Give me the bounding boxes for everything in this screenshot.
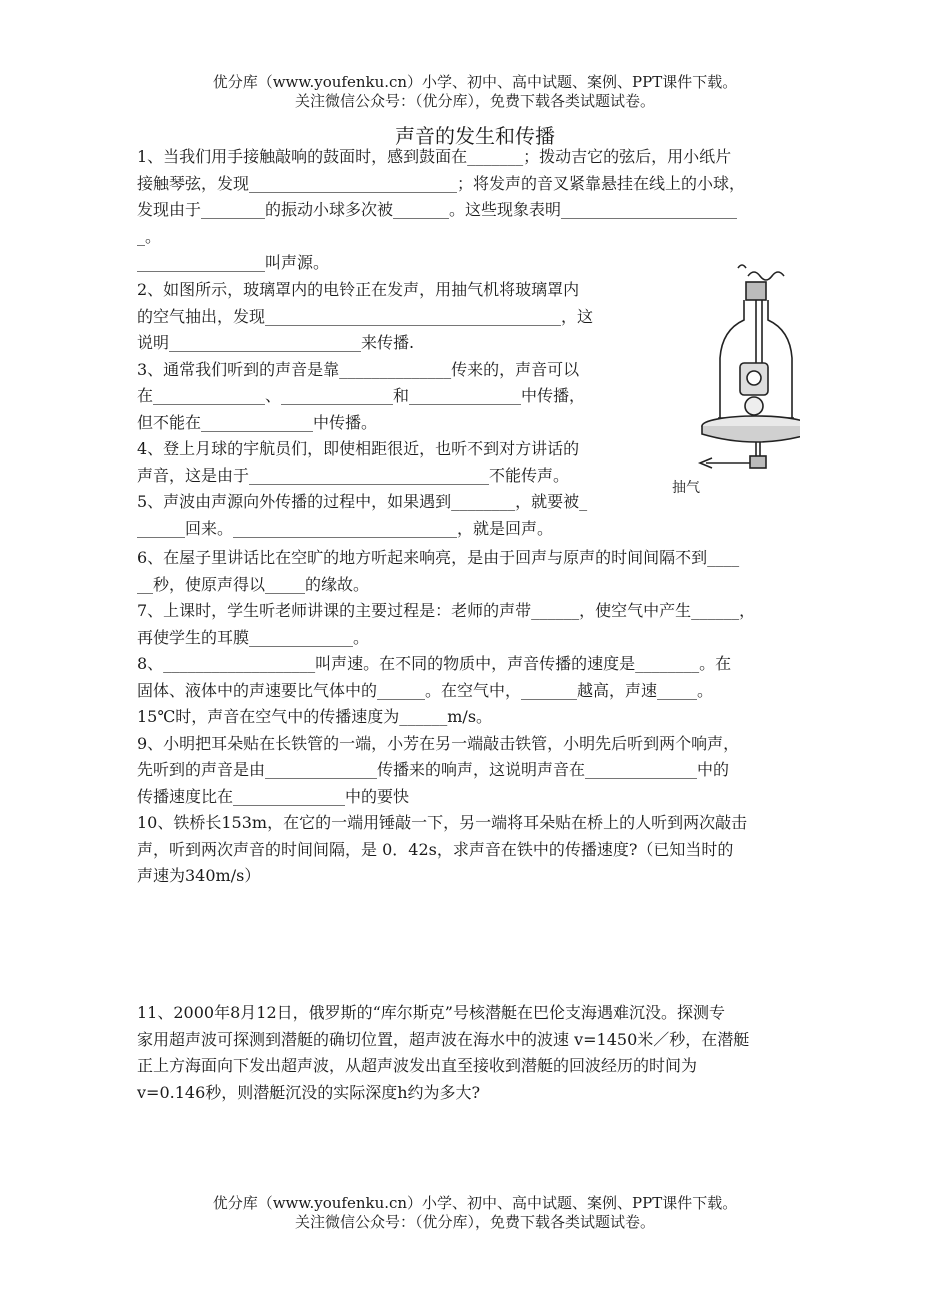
text-line: 家用超声波可探测到潜艇的确切位置，超声波在海水中的波速 v=1450米／秒，在潜艇 (137, 1029, 750, 1049)
text-line: 发现由于________的振动小球多次被_______。这些现象表明______________________ (137, 200, 738, 219)
header-line-1: 优分库（www.youfenku.cn）小学、初中、高中试题、案例、PPT课件下载。 (212, 73, 738, 91)
header-line-2: 关注微信公众号：（优分库），免费下载各类试题试卷。 (294, 92, 655, 110)
text-line: 2、如图所示，玻璃罩内的电铃正在发声，用抽气机将玻璃罩内 (137, 280, 580, 299)
text-line: 声速为340m/s） (137, 866, 261, 885)
questions-6-to-10 (137, 545, 755, 890)
text-line: 的空气抽出，发现_____________________________________，这 (137, 306, 594, 326)
text-line: 但不能在______________中传播。 (137, 412, 378, 432)
text-line: 9、小明把耳朵贴在长铁管的一端，小芳在另一端敲击铁管，小明先后听到两个响声， (137, 733, 740, 753)
text-line: 5、声波由声源向外传播的过程中，如果遇到________，就要被_ (137, 492, 588, 511)
question-11 (137, 1000, 749, 1106)
text-line: 传播速度比在______________中的要快 (137, 786, 410, 806)
text-line: 15℃时，声音在空气中的传播速度为______m/s。 (137, 707, 493, 726)
text-line: 10、铁桥长153m，在它的一端用锤敲一下，另一端将耳朵贴在桥上的人听到两次敲击 (137, 813, 748, 832)
text-line: 接触琴弦，发现__________________________；将发声的音叉紧靠悬挂在线上的小球， (137, 173, 746, 193)
text-line: 1、当我们用手接触敲响的鼓面时，感到鼓面在_______；拨动吉它的弦后，用小纸片 (137, 147, 732, 166)
text-line: 说明________________________来传播. (137, 333, 415, 352)
figure-label: 抽气 (672, 480, 700, 496)
text-line: 先听到的声音是由______________传播来的响声，这说明声音在______________中的 (137, 760, 730, 779)
page-header (0, 73, 950, 111)
text-line: ______回来。____________________________，就是回声。 (137, 518, 554, 538)
text-line: 3、通常我们听到的声音是靠______________传来的，声音可以 (137, 359, 580, 379)
text-line: _。 (137, 226, 162, 246)
text-line: v=0.146秒，则潜艇沉没的实际深度h约为多大? (137, 1082, 481, 1102)
questions-2-to-5 (137, 277, 593, 542)
bell-jar-figure (660, 258, 800, 503)
text-line: 8、___________________叫声速。在不同的物质中，声音传播的速度是________。在 (137, 654, 732, 673)
text-line: 4、登上月球的宇航员们，即使相距很近，也听不到对方讲话的 (137, 439, 580, 458)
page-title: 声音的发生和传播 (395, 124, 555, 148)
text-line: __秒，使原声得以_____的缘故。 (137, 574, 370, 594)
bell-jar-illustration (660, 258, 800, 503)
page-footer (0, 1194, 950, 1232)
text-line: 在______________、______________和______________中传播， (137, 386, 586, 405)
text-line: 再使学生的耳膜_____________。 (137, 627, 370, 647)
footer-line-2: 关注微信公众号：（优分库），免费下载各类试题试卷。 (294, 1213, 655, 1231)
text-line: 7、上课时，学生听老师讲课的主要过程是：老师的声带______，使空气中产生______， (137, 601, 756, 620)
text-line: 固体、液体中的声速要比气体中的______。在空气中，_______越高，声速_____。 (137, 680, 714, 700)
question-1 (137, 144, 745, 277)
text-line: 声，听到两次声音的时间间隔，是 0．42s，求声音在铁中的传播速度?（已知当时的 (137, 839, 734, 859)
text-line: 正上方海面向下发出超声波，从超声波发出直至接收到潜艇的回波经历的时间为 (137, 1056, 698, 1075)
footer-line-1: 优分库（www.youfenku.cn）小学、初中、高中试题、案例、PPT课件下载。 (212, 1194, 738, 1212)
text-line: 6、在屋子里讲话比在空旷的地方听起来响亮，是由于回声与原声的时间间隔不到____ (137, 548, 740, 567)
text-line: 11、2000年8月12日，俄罗斯的“库尔斯克”号核潜艇在巴伦支海遇难沉没。探测专 (137, 1003, 725, 1022)
text-line: 声音，这是由于______________________________不能传声。 (137, 465, 570, 485)
text-line: ________________叫声源。 (137, 253, 330, 272)
